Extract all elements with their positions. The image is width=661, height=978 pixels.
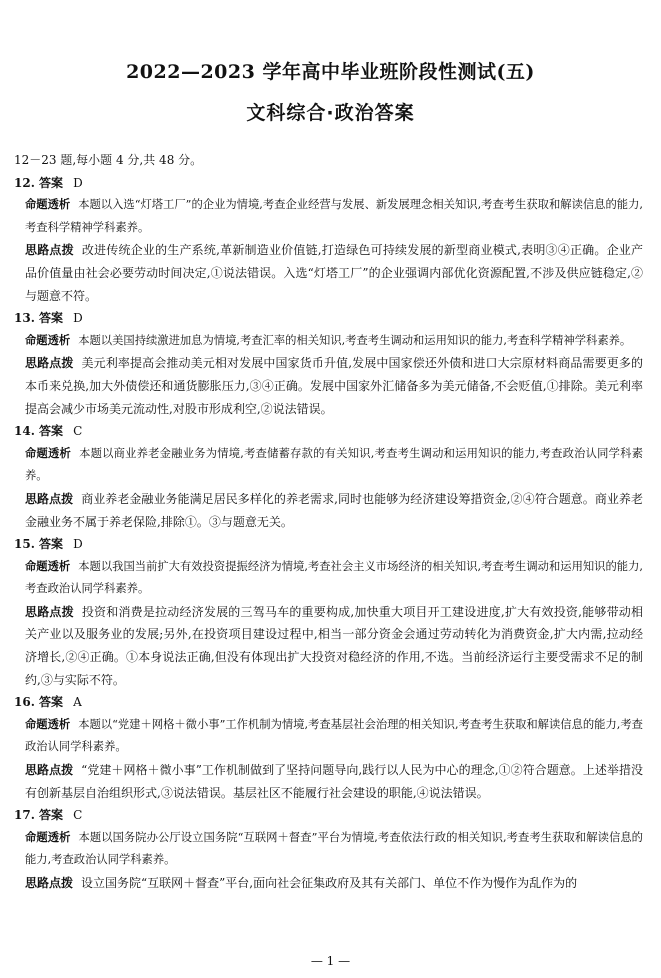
hint-label: 思路点拨 <box>25 876 74 890</box>
question-block <box>14 172 643 308</box>
question-number: 16. 答案 <box>14 695 64 710</box>
question-number: 15. 答案 <box>14 537 64 552</box>
answer-letter: C <box>73 424 83 439</box>
analysis-text: 本题以入选“灯塔工厂”的企业为情境,考查企业经营与发展、新发展理念相关知识,考查考生获取和解读信息的能力,考查科学精神学科素养。 <box>25 198 643 234</box>
hint-label: 思路点拨 <box>25 763 74 778</box>
answer-line <box>14 533 643 556</box>
page-title: 2022—2023 学年高中毕业班阶段性测试(五) <box>126 61 535 83</box>
analysis-paragraph <box>14 556 643 601</box>
hint-text: 美元利率提高会推动美元相对发展中国家货币升值,发展中国家偿还外债和进口大宗原材料商品需要更多的本币来兑换,加大外债偿还和通货膨胀压力,③④正确。发展中国家外汇储备多为美元储备,不会贬值,①排除。美元利率提高会减少市场美元流动性,对股市形成利空,②说法错误。 <box>25 356 643 416</box>
hint-text: 投资和消费是拉动经济发展的三驾马车的重要构成,加快重大项目开工建设进度,扩大有效投资,能够带动相关产业以及服务业的发展;另外,在投资项目建设过程中,相当一部分资金会通过劳动转化为消费资金,扩大内需,拉动经济增长,②④正确。①本身说法正确,但没有体现出扩大投资对稳经济的作用,不选。当前经济运行主要受需求不足的制约,③与实际不符。 <box>25 604 643 687</box>
answer-letter: D <box>73 175 83 190</box>
answer-line <box>14 172 643 195</box>
hint-text: 商业养老金融业务能满足居民多样化的养老需求,同时也能够为经济建设筹措资金,②④符合题意。商业养老金融业务不属于养老保险,排除①。③与题意无关。 <box>25 491 643 529</box>
analysis-text: 本题以商业养老金融业务为情境,考查储蓄存款的有关知识,考查考生调动和运用知识的能力,考查政治认同学科素养。 <box>25 446 643 483</box>
hint-paragraph <box>14 872 643 895</box>
analysis-paragraph <box>14 194 643 239</box>
hint-paragraph <box>14 488 643 533</box>
answer-letter: A <box>73 695 82 710</box>
analysis-paragraph <box>14 827 643 872</box>
analysis-label: 命题透析 <box>25 717 71 731</box>
question-number: 17. 答案 <box>14 808 64 823</box>
answer-line <box>14 307 643 330</box>
question-block <box>14 420 643 533</box>
hint-paragraph <box>14 239 643 307</box>
analysis-label: 命题透析 <box>25 333 71 347</box>
analysis-text: 本题以国务院办公厅设立国务院“互联网＋督查”平台为情境,考查依法行政的相关知识,考查考生获取和解读信息的能力,考查政治认同学科素养。 <box>25 830 643 867</box>
hint-label: 思路点拨 <box>25 491 74 506</box>
question-block <box>14 691 643 804</box>
analysis-paragraph <box>14 443 643 488</box>
question-block <box>14 533 643 691</box>
answer-letter: C <box>73 808 83 823</box>
analysis-label: 命题透析 <box>25 830 71 844</box>
analysis-paragraph <box>14 714 643 759</box>
answer-line <box>14 691 643 714</box>
question-list <box>14 172 643 895</box>
analysis-label: 命题透析 <box>25 198 71 212</box>
answer-line <box>14 420 643 443</box>
hint-text: 改进传统企业的生产系统,革新制造业价值链,打造绿色可持续发展的新型商业模式,表明③④正确。企业产品价值量由社会必要劳动时间决定,①说法错误。入选“灯塔工厂”的企业强调内部优化资源配置,不涉及供应链稳定,②与题意不符。 <box>25 243 643 303</box>
hint-label: 思路点拨 <box>25 356 74 371</box>
hint-text: “党建＋网格＋微小事”工作机制做到了坚持问题导向,践行以人民为中心的理念,①②符合题意。上述举措没有创新基层自治组织形式,③说法错误。基层社区不能履行社会建设的职能,④说法错误。 <box>25 763 643 800</box>
analysis-label: 命题透析 <box>25 446 72 460</box>
analysis-text: 本题以我国当前扩大有效投资提振经济为情境,考查社会主义市场经济的相关知识,考查考生调动和运用知识的能力,考查政治认同学科素养。 <box>25 559 643 596</box>
hint-paragraph <box>14 759 643 804</box>
page-number: — 1 — <box>310 954 351 968</box>
answer-content <box>14 149 643 895</box>
analysis-paragraph <box>14 330 643 353</box>
analysis-text: 本题以“党建＋网格＋微小事”工作机制为情境,考查基层社会治理的相关知识,考查考生获取和解读信息的能力,考查政治认同学科素养。 <box>25 717 643 754</box>
section-intro: 12－23 题,每小题 4 分,共 48 分。 <box>14 153 203 167</box>
analysis-label: 命题透析 <box>25 559 71 573</box>
hint-label: 思路点拨 <box>25 604 74 619</box>
page-subtitle: 文科综合·政治答案 <box>246 102 415 124</box>
hint-paragraph <box>14 601 643 691</box>
analysis-text: 本题以美国持续激进加息为情境,考查汇率的相关知识,考查考生调动和运用知识的能力,考查科学精神学科素养。 <box>78 333 632 347</box>
question-number: 12. 答案 <box>14 175 64 190</box>
hint-text: 设立国务院“互联网＋督查”平台,面向社会征集政府及其有关部门、单位不作为慢作为乱作为的 <box>81 876 578 890</box>
question-block <box>14 307 643 420</box>
answer-letter: D <box>73 537 83 552</box>
answer-letter: D <box>73 311 83 326</box>
answer-line <box>14 804 643 827</box>
question-number: 13. 答案 <box>14 311 64 326</box>
hint-label: 思路点拨 <box>25 243 74 258</box>
question-number: 14. 答案 <box>14 424 64 439</box>
question-block <box>14 804 643 894</box>
hint-paragraph <box>14 352 643 420</box>
